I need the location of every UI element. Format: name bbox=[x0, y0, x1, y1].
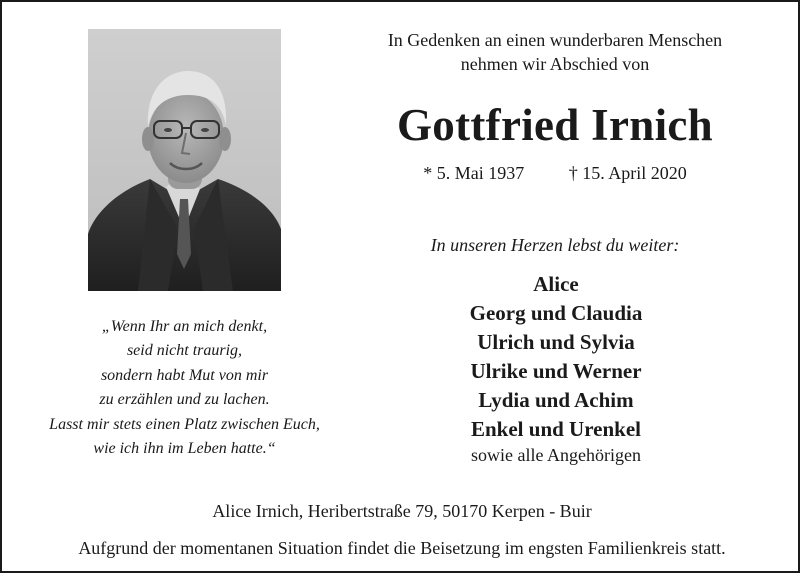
family-address: Alice Irnich, Heribertstraße 79, 50170 Kerpen - Buir bbox=[212, 501, 592, 521]
birth-date: * 5. Mai 1937 bbox=[423, 163, 525, 183]
poem-line: Lasst mir stets einen Platz zwischen Euch, bbox=[49, 415, 320, 433]
portrait-photo bbox=[88, 29, 281, 291]
intro-line-1: In Gedenken an einen wunderbaren Menschen bbox=[387, 30, 723, 50]
survivor-name: Lydia und Achim bbox=[478, 388, 634, 412]
poem-line: seid nicht traurig, bbox=[126, 342, 243, 360]
survivor-name: Alice bbox=[533, 272, 579, 296]
survivor-name: Georg und Claudia bbox=[469, 301, 643, 325]
intro-text bbox=[328, 28, 782, 76]
burial-notice: Aufgrund der momentanen Situation findet die Beisetzung im engsten Familienkreis statt. bbox=[78, 538, 726, 558]
poem-line: sondern habt Mut von mir bbox=[100, 366, 269, 384]
survivor-name: Ulrike und Werner bbox=[470, 359, 642, 383]
heart-line: In unseren Herzen lebst du weiter: bbox=[430, 235, 680, 255]
survivors-list bbox=[356, 270, 756, 466]
poem-line: zu erzählen und zu lachen. bbox=[99, 391, 270, 409]
poem-line: wie ich ihn im Leben hatte.“ bbox=[93, 440, 276, 458]
life-dates bbox=[328, 161, 782, 185]
memorial-poem bbox=[22, 315, 347, 461]
death-date: † 15. April 2020 bbox=[568, 163, 687, 183]
deceased-name: Gottfried Irnich bbox=[397, 100, 713, 150]
survivor-name: Ulrich und Sylvia bbox=[477, 330, 635, 354]
poem-line: „Wenn Ihr an mich denkt, bbox=[101, 318, 268, 335]
relatives-line: sowie alle Angehörigen bbox=[471, 445, 641, 465]
survivor-name: Enkel und Urenkel bbox=[471, 417, 641, 441]
intro-line-2: nehmen wir Abschied von bbox=[460, 54, 650, 74]
